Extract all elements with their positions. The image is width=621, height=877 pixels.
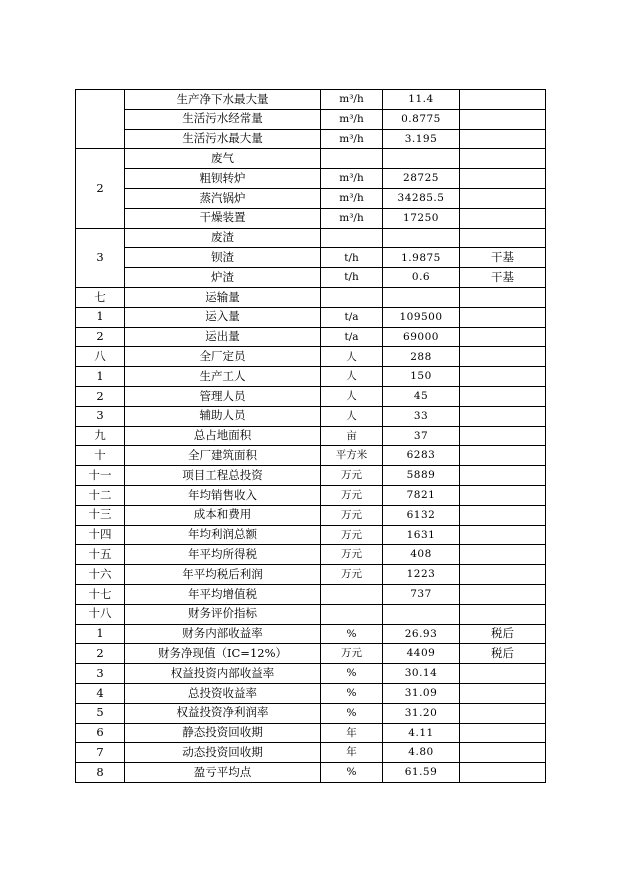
- cell-item: 财务评价指标: [125, 604, 321, 624]
- cell-note: [460, 525, 546, 545]
- table-row: [76, 426, 546, 446]
- cell-no: 八: [76, 347, 125, 367]
- table-row: [76, 188, 546, 208]
- cell-no: 十一: [76, 466, 125, 486]
- cell-item: 管理人员: [125, 386, 321, 406]
- table-row: [76, 763, 546, 783]
- cell-unit: [321, 584, 383, 604]
- cell-note: [460, 446, 546, 466]
- cell-unit: 人: [321, 347, 383, 367]
- cell-unit: [321, 604, 383, 624]
- cell-value: 408: [383, 545, 460, 565]
- table-row: [76, 525, 546, 545]
- table-row: [76, 307, 546, 327]
- table-row: [76, 386, 546, 406]
- cell-no: 2: [76, 149, 125, 228]
- cell-item: 辅助人员: [125, 406, 321, 426]
- cell-value: 33: [383, 406, 460, 426]
- cell-value: 737: [383, 584, 460, 604]
- cell-note: [460, 683, 546, 703]
- table-row: [76, 743, 546, 763]
- cell-item: 运入量: [125, 307, 321, 327]
- cell-note: [460, 565, 546, 585]
- cell-unit: 平方米: [321, 446, 383, 466]
- cell-item: 权益投资净利润率: [125, 703, 321, 723]
- cell-value: 5889: [383, 466, 460, 486]
- cell-unit: [321, 228, 383, 248]
- cell-note: 干基: [460, 268, 546, 288]
- cell-note: [460, 703, 546, 723]
- cell-note: [460, 327, 546, 347]
- cell-no: 4: [76, 683, 125, 703]
- cell-item: 权益投资内部收益率: [125, 664, 321, 684]
- table-row: [76, 584, 546, 604]
- table-body: [76, 90, 546, 783]
- cell-note: 干基: [460, 248, 546, 268]
- cell-no: 3: [76, 406, 125, 426]
- cell-no: 十三: [76, 505, 125, 525]
- cell-unit: 万元: [321, 545, 383, 565]
- cell-no: 3: [76, 664, 125, 684]
- table-row: [76, 505, 546, 525]
- cell-item: 运出量: [125, 327, 321, 347]
- cell-unit: 亩: [321, 426, 383, 446]
- cell-item: 年均利润总额: [125, 525, 321, 545]
- cell-unit: t/a: [321, 307, 383, 327]
- cell-item: 生产工人: [125, 367, 321, 387]
- cell-value: 1223: [383, 565, 460, 585]
- cell-note: [460, 287, 546, 307]
- table-row: [76, 228, 546, 248]
- cell-unit: 万元: [321, 565, 383, 585]
- table-row: [76, 545, 546, 565]
- cell-value: 26.93: [383, 624, 460, 644]
- cell-no: 2: [76, 644, 125, 664]
- table-row: [76, 604, 546, 624]
- cell-note: [460, 466, 546, 486]
- table-row: [76, 485, 546, 505]
- cell-note: [460, 743, 546, 763]
- cell-value: 1.9875: [383, 248, 460, 268]
- cell-item: 财务内部收益率: [125, 624, 321, 644]
- cell-value: 31.09: [383, 683, 460, 703]
- table-row: [76, 703, 546, 723]
- cell-value: 11.4: [383, 90, 460, 110]
- cell-no: 2: [76, 327, 125, 347]
- cell-item: 年平均税后利润: [125, 565, 321, 585]
- cell-item: 废渣: [125, 228, 321, 248]
- cell-value: 6132: [383, 505, 460, 525]
- cell-no: 5: [76, 703, 125, 723]
- cell-unit: 年: [321, 723, 383, 743]
- cell-note: [460, 406, 546, 426]
- cell-unit: 人: [321, 367, 383, 387]
- table-row: [76, 287, 546, 307]
- cell-unit: m³/h: [321, 129, 383, 149]
- cell-unit: 万元: [321, 525, 383, 545]
- cell-unit: [321, 149, 383, 169]
- cell-note: [460, 90, 546, 110]
- cell-value: 109500: [383, 307, 460, 327]
- cell-value: 6283: [383, 446, 460, 466]
- cell-item: 蒸汽锅炉: [125, 188, 321, 208]
- cell-no: 7: [76, 743, 125, 763]
- cell-note: 税后: [460, 624, 546, 644]
- cell-item: 项目工程总投资: [125, 466, 321, 486]
- cell-no: 8: [76, 763, 125, 783]
- cell-item: 粗钡转炉: [125, 169, 321, 189]
- cell-no: [76, 90, 125, 149]
- cell-note: [460, 604, 546, 624]
- cell-no: 九: [76, 426, 125, 446]
- cell-value: 17250: [383, 208, 460, 228]
- cell-unit: %: [321, 664, 383, 684]
- cell-note: [460, 386, 546, 406]
- cell-note: [460, 347, 546, 367]
- cell-value: [383, 149, 460, 169]
- cell-item: 全厂定员: [125, 347, 321, 367]
- cell-value: 37: [383, 426, 460, 446]
- cell-value: 30.14: [383, 664, 460, 684]
- cell-value: [383, 604, 460, 624]
- table-row: [76, 644, 546, 664]
- table-row: [76, 565, 546, 585]
- cell-no: 十六: [76, 565, 125, 585]
- cell-no: 2: [76, 386, 125, 406]
- table-row: [76, 406, 546, 426]
- cell-item: 年平均增值税: [125, 584, 321, 604]
- cell-item: 钡渣: [125, 248, 321, 268]
- cell-item: 财务净现值（IC=12%）: [125, 644, 321, 664]
- cell-value: 0.8775: [383, 109, 460, 129]
- cell-item: 静态投资回收期: [125, 723, 321, 743]
- table-row: [76, 664, 546, 684]
- cell-no: 1: [76, 367, 125, 387]
- cell-item: 年平均所得税: [125, 545, 321, 565]
- cell-unit: m³/h: [321, 90, 383, 110]
- table-row: [76, 624, 546, 644]
- cell-note: [460, 664, 546, 684]
- cell-value: 1631: [383, 525, 460, 545]
- cell-note: [460, 129, 546, 149]
- cell-item: 生活污水最大量: [125, 129, 321, 149]
- cell-no: 6: [76, 723, 125, 743]
- table-row: [76, 149, 546, 169]
- cell-unit: 人: [321, 406, 383, 426]
- cell-unit: m³/h: [321, 188, 383, 208]
- cell-no: 七: [76, 287, 125, 307]
- table-row: [76, 466, 546, 486]
- cell-no: 十: [76, 446, 125, 466]
- cell-item: 生产净下水最大量: [125, 90, 321, 110]
- cell-item: 生活污水经常量: [125, 109, 321, 129]
- table-row: [76, 683, 546, 703]
- cell-no: 十五: [76, 545, 125, 565]
- cell-note: [460, 584, 546, 604]
- cell-unit: t/a: [321, 327, 383, 347]
- cell-item: 运输量: [125, 287, 321, 307]
- table-row: [76, 208, 546, 228]
- table-row: [76, 327, 546, 347]
- cell-note: [460, 307, 546, 327]
- cell-item: 总占地面积: [125, 426, 321, 446]
- cell-note: [460, 485, 546, 505]
- cell-note: [460, 188, 546, 208]
- cell-note: [460, 763, 546, 783]
- table-row: [76, 90, 546, 110]
- table-row: [76, 109, 546, 129]
- cell-value: 4.80: [383, 743, 460, 763]
- cell-unit: 万元: [321, 505, 383, 525]
- cell-unit: 年: [321, 743, 383, 763]
- table-row: [76, 446, 546, 466]
- cell-no: 十七: [76, 584, 125, 604]
- cell-unit: 万元: [321, 466, 383, 486]
- cell-item: 动态投资回收期: [125, 743, 321, 763]
- cell-item: 废气: [125, 149, 321, 169]
- cell-unit: 万元: [321, 485, 383, 505]
- table-row: [76, 129, 546, 149]
- table-row: [76, 268, 546, 288]
- cell-value: 288: [383, 347, 460, 367]
- cell-unit: %: [321, 683, 383, 703]
- project-indicator-table: [75, 89, 546, 783]
- cell-no: 3: [76, 228, 125, 287]
- table-row: [76, 367, 546, 387]
- cell-unit: [321, 287, 383, 307]
- cell-note: [460, 367, 546, 387]
- cell-unit: %: [321, 763, 383, 783]
- cell-note: 税后: [460, 644, 546, 664]
- cell-value: [383, 228, 460, 248]
- cell-item: 全厂建筑面积: [125, 446, 321, 466]
- cell-value: 3.195: [383, 129, 460, 149]
- cell-note: [460, 505, 546, 525]
- cell-unit: m³/h: [321, 169, 383, 189]
- cell-unit: t/h: [321, 248, 383, 268]
- cell-no: 1: [76, 624, 125, 644]
- table-row: [76, 347, 546, 367]
- cell-unit: %: [321, 624, 383, 644]
- cell-value: 34285.5: [383, 188, 460, 208]
- cell-item: 盈亏平均点: [125, 763, 321, 783]
- cell-note: [460, 109, 546, 129]
- cell-no: 十二: [76, 485, 125, 505]
- cell-item: 总投资收益率: [125, 683, 321, 703]
- cell-unit: m³/h: [321, 109, 383, 129]
- cell-value: [383, 287, 460, 307]
- cell-value: 69000: [383, 327, 460, 347]
- cell-item: 年均销售收入: [125, 485, 321, 505]
- table-row: [76, 169, 546, 189]
- cell-value: 28725: [383, 169, 460, 189]
- cell-no: 十八: [76, 604, 125, 624]
- cell-unit: m³/h: [321, 208, 383, 228]
- cell-value: 45: [383, 386, 460, 406]
- cell-note: [460, 545, 546, 565]
- cell-note: [460, 426, 546, 446]
- cell-value: 0.6: [383, 268, 460, 288]
- cell-value: 4.11: [383, 723, 460, 743]
- cell-no: 1: [76, 307, 125, 327]
- cell-value: 7821: [383, 485, 460, 505]
- cell-unit: t/h: [321, 268, 383, 288]
- cell-item: 干燥装置: [125, 208, 321, 228]
- table-row: [76, 248, 546, 268]
- cell-unit: %: [321, 703, 383, 723]
- cell-value: 31.20: [383, 703, 460, 723]
- cell-value: 150: [383, 367, 460, 387]
- cell-unit: 万元: [321, 644, 383, 664]
- cell-note: [460, 208, 546, 228]
- cell-note: [460, 169, 546, 189]
- cell-note: [460, 228, 546, 248]
- cell-no: 十四: [76, 525, 125, 545]
- cell-item: 成本和费用: [125, 505, 321, 525]
- table-row: [76, 723, 546, 743]
- cell-unit: 人: [321, 386, 383, 406]
- cell-note: [460, 723, 546, 743]
- cell-value: 61.59: [383, 763, 460, 783]
- cell-item: 炉渣: [125, 268, 321, 288]
- cell-note: [460, 149, 546, 169]
- cell-value: 4409: [383, 644, 460, 664]
